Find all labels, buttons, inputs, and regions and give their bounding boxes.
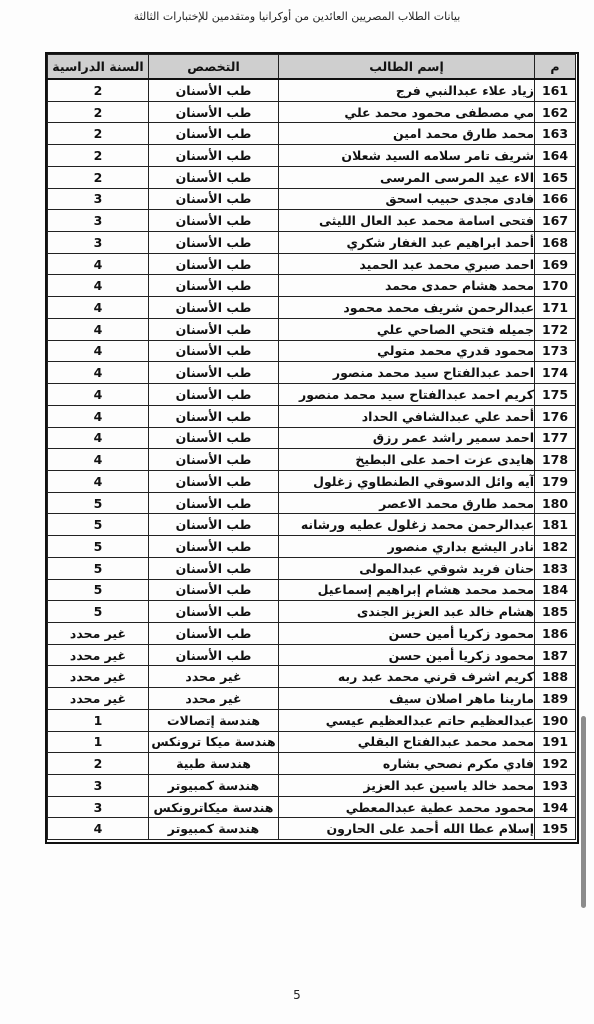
students-table <box>47 54 576 840</box>
specialty-cell: هندسة كمبيوتر <box>149 775 279 797</box>
table-row <box>48 775 576 797</box>
specialty-cell: غير محدد <box>149 688 279 710</box>
specialty-cell: طب الأسنان <box>149 188 279 210</box>
study-year-cell: غير محدد <box>48 688 149 710</box>
table-body <box>48 79 576 840</box>
specialty-cell: هندسة ميكاترونكس <box>149 796 279 818</box>
study-year-cell: 2 <box>48 166 149 188</box>
study-year-cell: غير محدد <box>48 622 149 644</box>
column-header-name: إسم الطالب <box>279 55 535 80</box>
student-name-cell: فادي مكرم نصحي بشاره <box>279 753 535 775</box>
table-row <box>48 601 576 623</box>
specialty-cell: طب الأسنان <box>149 275 279 297</box>
column-header-number: م <box>535 55 576 80</box>
study-year-cell: 2 <box>48 753 149 775</box>
table-row <box>48 622 576 644</box>
row-number-cell: 193 <box>535 775 576 797</box>
table-row <box>48 123 576 145</box>
specialty-cell: طب الأسنان <box>149 318 279 340</box>
table-row <box>48 818 576 840</box>
student-name-cell: كريم اشرف قرني محمد عبد ربه <box>279 666 535 688</box>
row-number-cell: 178 <box>535 449 576 471</box>
specialty-cell: هندسة طبية <box>149 753 279 775</box>
student-name-cell: محمود محمد عطية عبدالمعطي <box>279 796 535 818</box>
table-row <box>48 362 576 384</box>
specialty-cell: طب الأسنان <box>149 384 279 406</box>
table-row <box>48 232 576 254</box>
page-number: 5 <box>293 988 301 1002</box>
study-year-cell: 4 <box>48 297 149 319</box>
student-name-cell: إسلام عطا الله أحمد على الحارون <box>279 818 535 840</box>
row-number-cell: 168 <box>535 232 576 254</box>
study-year-cell: 4 <box>48 362 149 384</box>
table-row <box>48 579 576 601</box>
student-name-cell: احمد عبدالفتاح سيد محمد منصور <box>279 362 535 384</box>
row-number-cell: 180 <box>535 492 576 514</box>
row-number-cell: 171 <box>535 297 576 319</box>
study-year-cell: 3 <box>48 188 149 210</box>
student-name-cell: احمد سمير راشد عمر رزق <box>279 427 535 449</box>
table-row <box>48 145 576 167</box>
study-year-cell: 4 <box>48 470 149 492</box>
study-year-cell: 4 <box>48 818 149 840</box>
specialty-cell: طب الأسنان <box>149 253 279 275</box>
specialty-cell: طب الأسنان <box>149 536 279 558</box>
study-year-cell: 4 <box>48 340 149 362</box>
specialty-cell: طب الأسنان <box>149 79 279 101</box>
row-number-cell: 166 <box>535 188 576 210</box>
study-year-cell: 5 <box>48 579 149 601</box>
row-number-cell: 194 <box>535 796 576 818</box>
table-row <box>48 753 576 775</box>
table-row <box>48 688 576 710</box>
table-row <box>48 536 576 558</box>
specialty-cell: طب الأسنان <box>149 449 279 471</box>
student-name-cell: نادر اليشع بداري منصور <box>279 536 535 558</box>
study-year-cell: 5 <box>48 514 149 536</box>
student-name-cell: جميله فتحي الصاحي علي <box>279 318 535 340</box>
row-number-cell: 189 <box>535 688 576 710</box>
table-row <box>48 514 576 536</box>
student-name-cell: محمد محمد عبدالفتاح البقلي <box>279 731 535 753</box>
study-year-cell: 4 <box>48 384 149 406</box>
study-year-cell: 5 <box>48 601 149 623</box>
table-row <box>48 188 576 210</box>
table-row <box>48 492 576 514</box>
table-row <box>48 384 576 406</box>
student-name-cell: محمود زكريا أمين حسن <box>279 644 535 666</box>
table-row <box>48 275 576 297</box>
specialty-cell: طب الأسنان <box>149 470 279 492</box>
student-name-cell: محمود قدري محمد متولي <box>279 340 535 362</box>
study-year-cell: 3 <box>48 232 149 254</box>
study-year-cell: 4 <box>48 427 149 449</box>
student-name-cell: محمد طارق محمد الاعصر <box>279 492 535 514</box>
column-header-specialty: التخصص <box>149 55 279 80</box>
table-row <box>48 340 576 362</box>
specialty-cell: طب الأسنان <box>149 297 279 319</box>
student-name-cell: كريم احمد عبدالفتاح سيد محمد منصور <box>279 384 535 406</box>
row-number-cell: 170 <box>535 275 576 297</box>
table-row <box>48 557 576 579</box>
table-row <box>48 297 576 319</box>
specialty-cell: طب الأسنان <box>149 340 279 362</box>
student-name-cell: الاء عيد المرسى المرسى <box>279 166 535 188</box>
table-row <box>48 796 576 818</box>
study-year-cell: 4 <box>48 449 149 471</box>
row-number-cell: 163 <box>535 123 576 145</box>
study-year-cell: 5 <box>48 557 149 579</box>
table-row <box>48 470 576 492</box>
student-name-cell: مارينا ماهر اصلان سيف <box>279 688 535 710</box>
specialty-cell: هندسة إتصالات <box>149 709 279 731</box>
study-year-cell: 3 <box>48 210 149 232</box>
specialty-cell: غير محدد <box>149 666 279 688</box>
row-number-cell: 165 <box>535 166 576 188</box>
table-row <box>48 79 576 101</box>
student-name-cell: عبدالرحمن محمد زغلول عطيه ورشانه <box>279 514 535 536</box>
table-row <box>48 253 576 275</box>
student-name-cell: فادى مجدى حبيب اسحق <box>279 188 535 210</box>
table-row <box>48 318 576 340</box>
student-name-cell: زياد علاء عبدالنبي فرج <box>279 79 535 101</box>
row-number-cell: 188 <box>535 666 576 688</box>
table-row <box>48 166 576 188</box>
row-number-cell: 169 <box>535 253 576 275</box>
student-name-cell: آيه وائل الدسوقي الطنطاوي زغلول <box>279 470 535 492</box>
row-number-cell: 172 <box>535 318 576 340</box>
row-number-cell: 184 <box>535 579 576 601</box>
table-header <box>48 55 576 80</box>
row-number-cell: 187 <box>535 644 576 666</box>
column-header-year: السنة الدراسية <box>48 55 149 80</box>
row-number-cell: 176 <box>535 405 576 427</box>
row-number-cell: 179 <box>535 470 576 492</box>
study-year-cell: 2 <box>48 145 149 167</box>
row-number-cell: 162 <box>535 101 576 123</box>
page-header-title: بيانات الطلاب المصريين العائدين من أوكرانيا ومتقدمين للإختبارات الثالثة <box>133 10 461 23</box>
row-number-cell: 174 <box>535 362 576 384</box>
study-year-cell: 4 <box>48 275 149 297</box>
student-name-cell: عبدالعظيم حاتم عبدالعظيم عيسي <box>279 709 535 731</box>
row-number-cell: 161 <box>535 79 576 101</box>
study-year-cell: 5 <box>48 492 149 514</box>
student-name-cell: أحمد علي عبدالشافي الحداد <box>279 405 535 427</box>
specialty-cell: طب الأسنان <box>149 557 279 579</box>
table-row <box>48 405 576 427</box>
table-row <box>48 101 576 123</box>
scrollbar-thumb[interactable] <box>581 716 586 908</box>
specialty-cell: طب الأسنان <box>149 579 279 601</box>
student-name-cell: هايدى عزت احمد على البطيخ <box>279 449 535 471</box>
student-name-cell: محمد خالد ياسين عبد العزيز <box>279 775 535 797</box>
specialty-cell: طب الأسنان <box>149 101 279 123</box>
row-number-cell: 192 <box>535 753 576 775</box>
student-name-cell: هشام خالد عبد العزيز الجندى <box>279 601 535 623</box>
student-name-cell: مي مصطفى محمود محمد علي <box>279 101 535 123</box>
specialty-cell: طب الأسنان <box>149 210 279 232</box>
study-year-cell: 1 <box>48 709 149 731</box>
row-number-cell: 175 <box>535 384 576 406</box>
specialty-cell: طب الأسنان <box>149 166 279 188</box>
specialty-cell: طب الأسنان <box>149 644 279 666</box>
row-number-cell: 182 <box>535 536 576 558</box>
row-number-cell: 173 <box>535 340 576 362</box>
study-year-cell: 3 <box>48 796 149 818</box>
row-number-cell: 186 <box>535 622 576 644</box>
student-name-cell: فتحى اسامة محمد عبد العال الليثى <box>279 210 535 232</box>
specialty-cell: طب الأسنان <box>149 405 279 427</box>
table-row <box>48 210 576 232</box>
study-year-cell: 4 <box>48 405 149 427</box>
specialty-cell: طب الأسنان <box>149 514 279 536</box>
student-name-cell: احمد صبري محمد عبد الحميد <box>279 253 535 275</box>
specialty-cell: طب الأسنان <box>149 232 279 254</box>
row-number-cell: 181 <box>535 514 576 536</box>
study-year-cell: 2 <box>48 79 149 101</box>
row-number-cell: 190 <box>535 709 576 731</box>
row-number-cell: 185 <box>535 601 576 623</box>
student-name-cell: محمود زكريا أمين حسن <box>279 622 535 644</box>
student-name-cell: عبدالرحمن شريف محمد محمود <box>279 297 535 319</box>
study-year-cell: 2 <box>48 123 149 145</box>
study-year-cell: 3 <box>48 775 149 797</box>
student-name-cell: أحمد ابراهيم عبد الغفار شكري <box>279 232 535 254</box>
student-name-cell: محمد طارق محمد امين <box>279 123 535 145</box>
study-year-cell: 4 <box>48 253 149 275</box>
table-row <box>48 644 576 666</box>
study-year-cell: 5 <box>48 536 149 558</box>
row-number-cell: 177 <box>535 427 576 449</box>
table-row <box>48 666 576 688</box>
specialty-cell: هندسة كمبيوتر <box>149 818 279 840</box>
student-name-cell: شريف تامر سلامه السيد شعلان <box>279 145 535 167</box>
row-number-cell: 164 <box>535 145 576 167</box>
study-year-cell: 2 <box>48 101 149 123</box>
specialty-cell: طب الأسنان <box>149 622 279 644</box>
specialty-cell: طب الأسنان <box>149 123 279 145</box>
specialty-cell: طب الأسنان <box>149 362 279 384</box>
row-number-cell: 195 <box>535 818 576 840</box>
specialty-cell: هندسة ميكا ترونكس <box>149 731 279 753</box>
study-year-cell: غير محدد <box>48 666 149 688</box>
table-row <box>48 731 576 753</box>
student-name-cell: محمد هشام حمدى محمد <box>279 275 535 297</box>
row-number-cell: 183 <box>535 557 576 579</box>
study-year-cell: غير محدد <box>48 644 149 666</box>
student-name-cell: محمد محمد هشام إبراهيم إسماعيل <box>279 579 535 601</box>
specialty-cell: طب الأسنان <box>149 601 279 623</box>
student-name-cell: حنان فريد شوقي عبدالمولى <box>279 557 535 579</box>
row-number-cell: 167 <box>535 210 576 232</box>
table-row <box>48 449 576 471</box>
row-number-cell: 191 <box>535 731 576 753</box>
study-year-cell: 1 <box>48 731 149 753</box>
study-year-cell: 4 <box>48 318 149 340</box>
specialty-cell: طب الأسنان <box>149 145 279 167</box>
specialty-cell: طب الأسنان <box>149 492 279 514</box>
table-header-row <box>48 55 576 80</box>
specialty-cell: طب الأسنان <box>149 427 279 449</box>
table-row <box>48 427 576 449</box>
table-row <box>48 709 576 731</box>
